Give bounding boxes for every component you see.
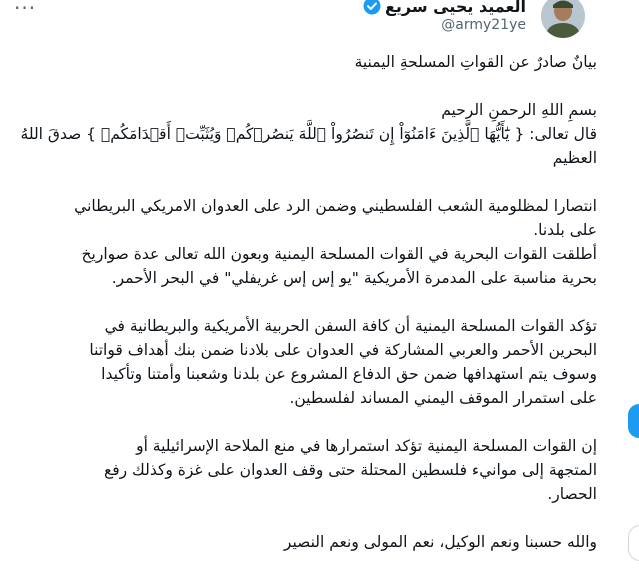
tweet-line-spacer	[20, 506, 597, 530]
tweet-line: الحصار.	[547, 485, 597, 503]
more-icon[interactable]: ···	[14, 0, 37, 20]
tweet-line: العظيم	[552, 149, 597, 167]
tweet-line: بحرية مناسبة على المدمرة الأمريكية "يو إس إس غريفلي" في البحر الأحمر.	[111, 269, 597, 287]
author-handle[interactable]: @army21ye	[441, 17, 526, 33]
tweet-line-spacer	[20, 170, 597, 194]
avatar-image	[541, 0, 585, 38]
tweet-text	[20, 50, 597, 554]
author-name-row	[363, 0, 526, 17]
avatar[interactable]	[541, 0, 585, 38]
side-float-button[interactable]	[628, 525, 639, 561]
tweet-line-spacer	[20, 290, 597, 314]
author-display-name[interactable]: العميد يحيى سريع	[384, 0, 526, 16]
tweet-line: والله حسبنا ونعم الوكيل، نعم المولى ونعم النصير	[283, 533, 597, 551]
tweet-line: تؤكد القوات المسلحة اليمنية أن كافة السفن الحربية الأمريكية والبريطانية في	[104, 317, 597, 335]
tweet-line: بيانٌ صادرٌ عن القواتِ المسلحةِ اليمنية	[354, 53, 597, 71]
tweet-line-spacer	[20, 410, 597, 434]
tweet-line: قال تعالى: { يَٰٓأَيُّهَا ٱلَّذِينَ ءَامَنُوٓاْ إِن تَنصُرُواْ ٱللَّهَ يَنصُرۡكُمۡ وَيُثَبِّتۡ أَقۡدَامَكُمۡ } صدقَ اللهُ	[20, 125, 597, 143]
side-float-button[interactable]	[628, 404, 639, 438]
tweet-line-spacer	[20, 74, 597, 98]
tweet-line: على بلدنا.	[533, 221, 597, 239]
tweet-line: وسوف يتم استهدافها ضمن حق الدفاع المشروع عن بلدنا وشعبنا وأمتنا وتأكيدا	[101, 365, 597, 383]
tweet-line: البحرين الأحمر والعربي المشاركة في العدوان على بلادنا ضمن بنك أهداف قواتنا	[89, 341, 597, 359]
tweet-line: إن القوات المسلحة اليمنية تؤكد استمرارها في منع الملاحة الإسرائيلية أو	[136, 437, 597, 455]
tweet-line: انتصارا لمظلومية الشعب الفلسطيني وضمن الرد على العدوان الامريكي البريطاني	[74, 197, 597, 215]
tweet-line: بسمِ اللهِ الرحمنِ الرحيم	[441, 101, 597, 119]
tweet-line: أطلقت القوات البحرية في القوات المسلحة اليمنية وبعون الله تعالى عدة صواريخ	[81, 245, 597, 263]
tweet-line: على استمرار الموقف اليمني المساند لفلسطين.	[289, 389, 597, 407]
tweet-line: المتجهة إلى موانيء فلسطين المحتلة حتى وقف العدوان على غزة وكذلك رفع	[103, 461, 597, 479]
verified-badge-icon	[363, 0, 381, 15]
